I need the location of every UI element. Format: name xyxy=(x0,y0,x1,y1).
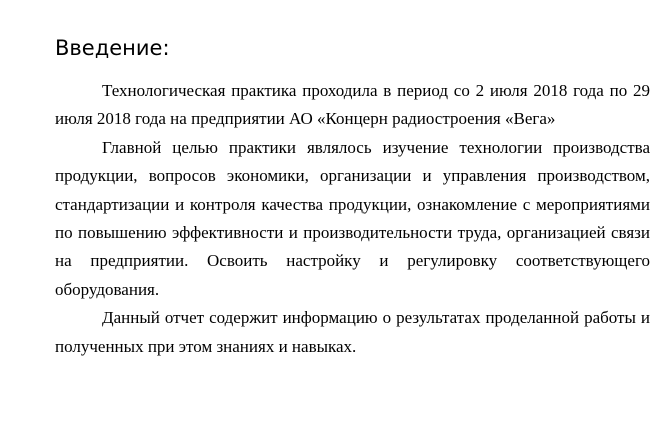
paragraph-practice-goal: Главной целью практики являлось изучение технологии производства продукции, вопросов экономики, организации и управления производством, стандартизации и контроля качества продукции, ознакомление с мероприятиями по повышению эффективности и производительности труда, организацией связи на предприятии. Освоить настройку и регулировку соответствующего оборудования. xyxy=(55,137,650,299)
section-heading: Введение: xyxy=(55,36,170,60)
paragraph-practice-period: Технологическая практика проходила в период со 2 июля 2018 года по 29 июля 2018 года на предприятии АО «Концерн радиостроения «Вега» xyxy=(55,81,650,129)
document-body xyxy=(55,77,650,361)
paragraph-report-contents: Данный отчет содержит информацию о результатах проделанной работы и полученных при этом знаниях и навыках. xyxy=(55,308,650,356)
